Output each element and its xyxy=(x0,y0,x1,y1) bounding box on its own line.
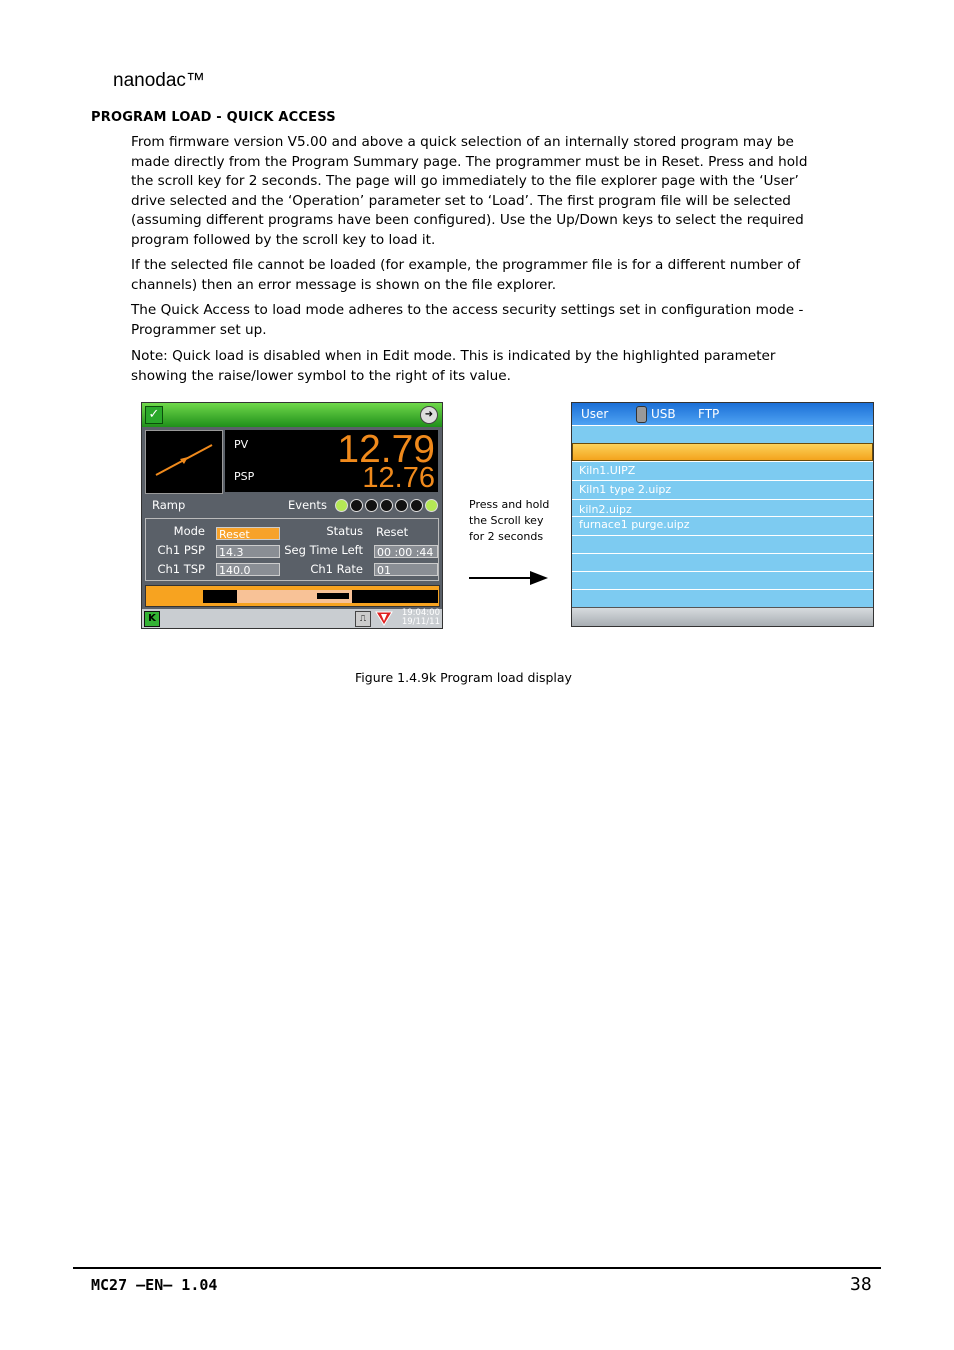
usb-stick-icon xyxy=(636,406,647,423)
file-row[interactable]: Kiln1 type 2.uipz xyxy=(572,480,873,497)
file-explorer-screen xyxy=(571,402,874,627)
alarm-icon xyxy=(374,610,394,626)
pv-display xyxy=(225,430,438,492)
psp-value: 12.76 xyxy=(362,462,435,494)
trend-line-icon xyxy=(146,431,222,493)
tab-ftp[interactable]: FTP xyxy=(698,407,720,421)
usb-icon: ⎍ xyxy=(355,611,371,627)
event-dot xyxy=(380,499,393,512)
press-hold-annotation: Press and hold the Scroll key for 2 seconds xyxy=(469,498,550,543)
event-dot xyxy=(395,499,408,512)
screen-header-bar xyxy=(142,403,442,427)
document-id: MC27 –EN– 1.04 xyxy=(91,1276,218,1294)
paragraph-1: From firmware version V5.00 and above a quick selection of an internally stored program may be made directly from the Program Summary page. The programmer must be in Reset. Press and hold the scroll key for 2 seconds. The page will go immediately to the file explorer page with the ‘User’ drive selected and the ‘Operation’ parameter set to ‘Load’. The first program file will be selected (assuming different programs have been configured). Use the Up/Down keys to select the required program followed by the scroll key to load it. xyxy=(131,134,808,248)
pv-value: 12.79 xyxy=(337,428,435,471)
paragraph-2: If the selected file cannot be loaded (for example, the programmer file is for a different number of channels) then an error message is shown on the file explorer. xyxy=(131,257,801,293)
datetime xyxy=(402,609,440,627)
status-label: Status xyxy=(326,524,363,538)
psp-label: PSP xyxy=(234,470,255,483)
trend-graph xyxy=(145,430,223,494)
mode-value[interactable]: Reset xyxy=(216,527,280,540)
arrow-circle-icon: ➜ xyxy=(420,406,438,424)
program-summary-screen xyxy=(141,402,443,629)
event-dot xyxy=(365,499,378,512)
file-row[interactable]: Kiln1.UIPZ xyxy=(572,461,873,478)
arrow-right-icon xyxy=(468,568,550,588)
paragraph-3: The Quick Access to load mode adheres to the access security settings set in configuration mode - Programmer set up. xyxy=(131,302,804,338)
ch1-psp-value[interactable]: 14.3 xyxy=(216,545,280,558)
events-label: Events xyxy=(288,498,327,512)
ch1-tsp-label: Ch1 TSP xyxy=(157,562,205,576)
drive-tabs-bar xyxy=(572,403,873,425)
status-value: Reset xyxy=(376,525,409,539)
file-row-empty xyxy=(572,535,873,552)
status-bar xyxy=(142,609,442,628)
ch1-rate-label: Ch1 Rate xyxy=(310,562,363,576)
file-row[interactable]: furnace1 purge.uipz xyxy=(572,516,873,533)
seg-time-left-label: Seg Time Left xyxy=(284,543,363,557)
explorer-footer-bar xyxy=(572,607,873,626)
parameter-panel xyxy=(145,518,439,581)
section-title: PROGRAM LOAD - QUICK ACCESS xyxy=(91,110,336,125)
progress-marker xyxy=(317,593,349,599)
time-value: 19:04:00 xyxy=(401,608,440,618)
event-dot xyxy=(350,499,363,512)
k-icon: K xyxy=(144,611,160,627)
event-indicators xyxy=(335,499,438,512)
check-icon: ✓ xyxy=(145,406,163,424)
figure-caption: Figure 1.4.9k Program load display xyxy=(355,670,572,685)
ch1-psp-label: Ch1 PSP xyxy=(157,543,205,557)
event-dot xyxy=(335,499,348,512)
program-progress-bar xyxy=(145,585,440,607)
file-row[interactable]: kiln2.uipz xyxy=(572,499,873,516)
event-dot xyxy=(410,499,423,512)
progress-segment xyxy=(203,590,237,603)
tab-usb[interactable]: USB xyxy=(651,407,676,421)
file-row-empty xyxy=(572,553,873,570)
date-value: 19/11/11 xyxy=(401,617,440,627)
progress-segment xyxy=(352,590,438,603)
footer-divider xyxy=(73,1267,881,1269)
file-row-selected[interactable] xyxy=(572,443,873,461)
file-row-empty xyxy=(572,425,873,442)
ramp-label: Ramp xyxy=(152,498,186,512)
ch1-tsp-value[interactable]: 140.0 xyxy=(216,563,280,576)
tab-user[interactable]: User xyxy=(581,407,609,421)
file-row-empty xyxy=(572,589,873,606)
mode-label: Mode xyxy=(173,524,205,538)
event-dot xyxy=(425,499,438,512)
pv-label: PV xyxy=(234,438,249,451)
ch1-rate-value[interactable]: 01 xyxy=(374,563,438,576)
brand-title: nanodac™ xyxy=(113,70,205,91)
file-row-empty xyxy=(572,571,873,588)
page-number: 38 xyxy=(850,1274,872,1295)
paragraph-4: Note: Quick load is disabled when in Edit mode. This is indicated by the highlighted parameter showing the raise/lower symbol to the right of its value. xyxy=(131,348,776,384)
seg-time-left-value[interactable]: 00 :00 :44 xyxy=(374,545,438,558)
